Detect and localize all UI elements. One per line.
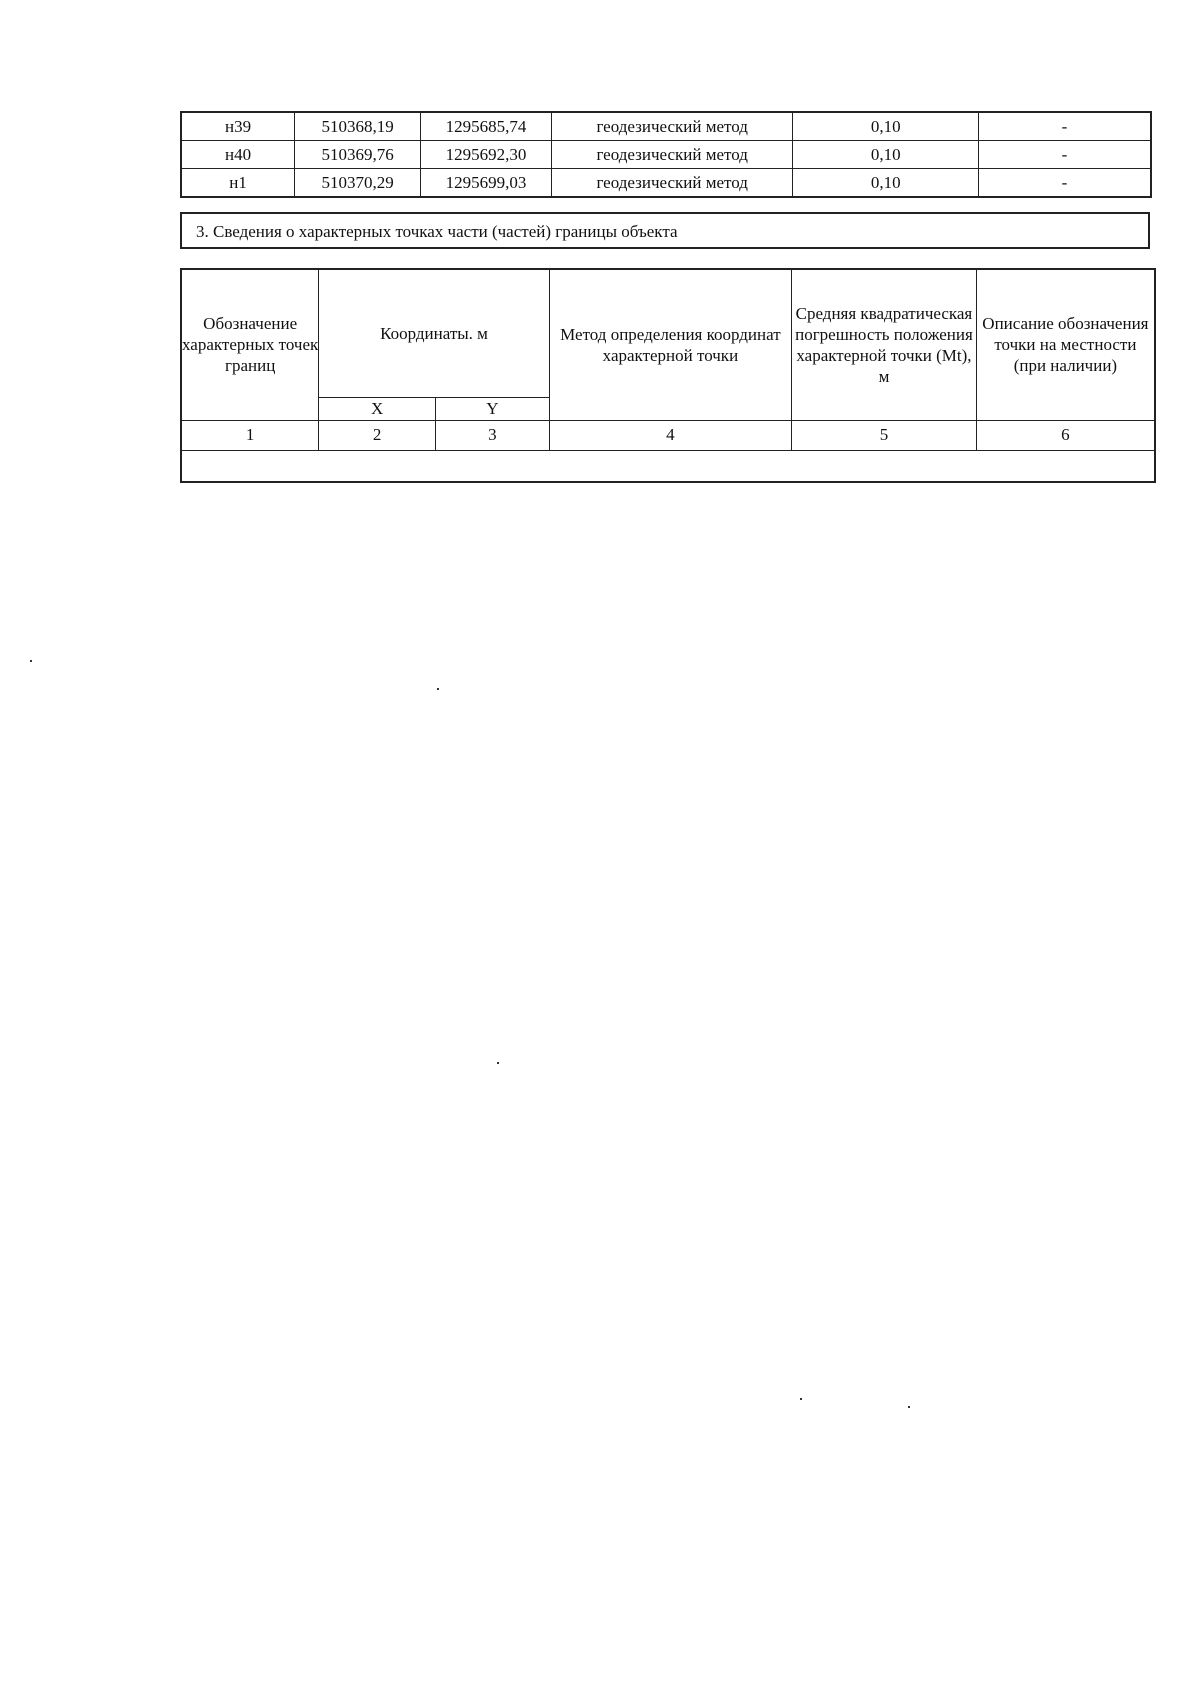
y-cell: 1295699,03 <box>421 169 552 198</box>
header-description: Описание обозначения точки на местности (при наличии) <box>976 269 1155 420</box>
header-coordinates: Координаты. м <box>319 269 549 397</box>
point-cell: н39 <box>181 112 295 141</box>
table-row <box>181 141 1151 169</box>
scan-speck <box>908 1406 910 1408</box>
part-boundary-points-table <box>180 268 1156 483</box>
y-cell: 1295692,30 <box>421 141 552 169</box>
section-3-title: 3. Сведения о характерных точках части (частей) границы объекта <box>180 212 1150 249</box>
column-number: 3 <box>436 420 550 450</box>
scan-speck <box>497 1062 499 1064</box>
error-cell: 0,10 <box>793 141 979 169</box>
method-cell: геодезический метод <box>551 169 793 198</box>
empty-cell <box>181 450 1155 482</box>
table-row <box>181 112 1151 141</box>
header-point: Обозначение характерных точек границ <box>181 269 319 420</box>
header-x: X <box>319 397 436 420</box>
method-cell: геодезический метод <box>551 112 793 141</box>
point-cell: н1 <box>181 169 295 198</box>
header-y: Y <box>436 397 550 420</box>
error-cell: 0,10 <box>793 169 979 198</box>
description-cell: - <box>978 141 1151 169</box>
column-number: 5 <box>792 420 977 450</box>
error-cell: 0,10 <box>793 112 979 141</box>
column-number-row <box>181 420 1155 450</box>
point-cell: н40 <box>181 141 295 169</box>
x-cell: 510368,19 <box>295 112 421 141</box>
header-row <box>181 269 1155 397</box>
scan-speck <box>437 688 439 690</box>
column-number: 6 <box>976 420 1155 450</box>
boundary-points-table <box>180 111 1152 198</box>
column-number: 4 <box>549 420 791 450</box>
method-cell: геодезический метод <box>551 141 793 169</box>
x-cell: 510370,29 <box>295 169 421 198</box>
header-method: Метод определения координат характерной точки <box>549 269 791 420</box>
column-number: 1 <box>181 420 319 450</box>
scan-speck <box>30 660 32 662</box>
description-cell: - <box>978 169 1151 198</box>
column-number: 2 <box>319 420 436 450</box>
empty-row <box>181 450 1155 482</box>
scan-speck <box>800 1398 802 1400</box>
x-cell: 510369,76 <box>295 141 421 169</box>
y-cell: 1295685,74 <box>421 112 552 141</box>
description-cell: - <box>978 112 1151 141</box>
header-error: Средняя квадратическая погрешность положения характерной точки (Mt), м <box>792 269 977 420</box>
table-row <box>181 169 1151 198</box>
